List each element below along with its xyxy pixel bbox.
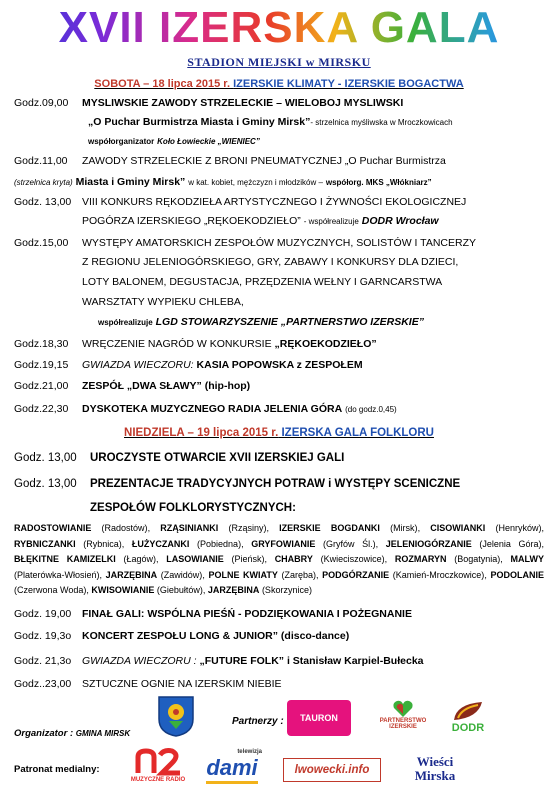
folk-group-name: POLNE KWIATY bbox=[208, 569, 278, 580]
event-time: Godz. 13,00 bbox=[14, 478, 77, 490]
folk-groups-list: RADOSTOWIANIE (Radostów), RZĄSINIANKI (Rząsiny), IZERSKIE BOGDANKI (Mirsk), CISOWIANKI (Henryków), RYBNICZANKI (Rybnica), ŁUŻYCZANKI (Pobiedna), GRYFOWIANIE (Gryfów Śl.), JELENIOGÓRZANIE (Jelenia Góra), BŁĘKITNE KAMIZELKI (Łagów), LASOWIANIE (Pieńsk), CHABRY (Kwieciszowice), ROZMARYN (Bogatynia), MALWY (Platerówka-Włosień), JARZĘBINA (Zawidów), POLNE KWIATY (Zaręba), PODGÓRZANIE (Kamień-Mroczkowice), PODOLANIE (Czerwona Woda), KWISOWIANIE (Giebułtów), JARZĘBINA (Skorzynice) bbox=[14, 523, 544, 595]
event-time: Godz.19,15 bbox=[14, 359, 69, 371]
folk-group-place: (Czerwona Woda) bbox=[14, 585, 87, 595]
folk-group bbox=[208, 585, 312, 595]
folk-group-place: (Giebułtów) bbox=[154, 585, 203, 595]
folk-group-name: RZĄSINIANKI bbox=[160, 523, 219, 533]
muzyczne-radio-logo: MUZYCZNE RADIO bbox=[127, 742, 189, 788]
radio-wave-icon bbox=[134, 747, 182, 777]
folk-group bbox=[322, 570, 484, 580]
folk-group-name: BŁĘKITNE KAMIZELKI bbox=[14, 554, 116, 564]
folk-group-place: (Kwieciszowice) bbox=[312, 554, 385, 564]
folk-group-place: (Bogatynia) bbox=[446, 554, 501, 564]
folk-group bbox=[251, 539, 375, 549]
event-text: ZESPÓŁ „DWA SŁAWY” (hip-hop) bbox=[82, 380, 251, 392]
wiesci-mirska-logo: Wieści Mirska bbox=[414, 754, 456, 783]
folk-group-place: (Pieńsk) bbox=[223, 554, 265, 564]
partners-label: Partnerzy : bbox=[232, 716, 284, 727]
event-time: Godz.11,00 bbox=[14, 155, 68, 167]
folk-group bbox=[386, 539, 542, 549]
event-detail: ZESPOŁÓW FOLKLORYSTYCZNYCH: bbox=[90, 502, 296, 514]
event-text: SZTUCZNE OGNIE NA IZERSKIM NIEBIE bbox=[82, 678, 282, 690]
event-time: Godz. 13,00 bbox=[14, 196, 72, 208]
folk-group bbox=[208, 570, 316, 580]
event-text: WRĘCZENIE NAGRÓD W KONKURSIE „RĘKOEKODZIEŁO” bbox=[82, 338, 377, 350]
folk-group bbox=[166, 554, 264, 564]
event-time: Godz.18,30 bbox=[14, 338, 69, 350]
event-detail: Z REGIONU JELENIOGÓRSKIEGO, GRY, ZABAWY I KONKURSY DLA DZIECI, bbox=[82, 256, 459, 268]
event-detail: LOTY BALONEM, DEGUSTACJA, PRZĘDZENIA WEŁNY I GARNCARSTWA bbox=[82, 276, 443, 288]
event-detail: (strzelnica kryta) Miasta i Gminy Mirsk” w kat. kobiet, mężczyzn i młodzików – współorg. MKS „Włókniarz” bbox=[14, 176, 432, 188]
folk-group-name: CHABRY bbox=[274, 554, 313, 564]
event-text: GWIAZDA WIECZORU: KASIA POPOWSKA z ZESPOŁEM bbox=[82, 359, 363, 371]
folk-group bbox=[279, 523, 417, 533]
folk-group bbox=[106, 570, 203, 580]
folk-group-place: (Zaręba) bbox=[277, 569, 317, 580]
lwowecki-info-logo: lwowecki.info bbox=[283, 758, 381, 782]
day1-theme: IZERSKIE KLIMATY - IZERSKIE BOGACTWA bbox=[233, 78, 464, 90]
event-text: GWIAZDA WIECZORU : „FUTURE FOLK” i Stanisław Karpiel-Bułecka bbox=[82, 655, 424, 667]
partnerstwo-izerskie-logo: PARTNERSTWO IZERSKIE bbox=[375, 695, 431, 735]
event-time: Godz.15,00 bbox=[14, 237, 69, 249]
day1-date: SOBOTA – 18 lipca 2015 r. bbox=[94, 78, 231, 90]
event-detail: WARSZTATY WYPIEKU CHLEBA, bbox=[82, 296, 244, 308]
day2-date: NIEDZIELA – 19 lipca 2015 r. bbox=[124, 427, 279, 439]
folk-group bbox=[91, 585, 203, 595]
folk-group bbox=[14, 554, 156, 564]
folk-group-name: KWISOWIANIE bbox=[91, 585, 155, 595]
event-time: Godz.22,30 bbox=[14, 403, 69, 415]
folk-group-name: ŁUŻYCZANKI bbox=[131, 538, 190, 549]
folk-group-place: (Rybnica) bbox=[75, 538, 122, 549]
event-text: DYSKOTEKA MUZYCZNEGO RADIA JELENIA GÓRA (do godz.0,45) bbox=[82, 403, 397, 415]
folk-group-name: PODOLANIE bbox=[490, 569, 544, 580]
event-detail: „O Puchar Burmistrza Miasta i Gminy Mirsk”- strzelnica myśliwska w Mroczkowicach bbox=[88, 116, 453, 128]
folk-group-name: RADOSTOWIANIE bbox=[14, 523, 92, 533]
event-text: PREZENTACJE TRADYCYJNYCH POTRAW i WYSTĘPY SCENICZNE bbox=[90, 478, 461, 490]
folk-group bbox=[160, 523, 266, 533]
folk-group-place: (Kamień-Mroczkowice) bbox=[389, 569, 485, 580]
folk-group-place: (Henryków) bbox=[485, 523, 542, 533]
folk-group-name: RYBNICZANKI bbox=[14, 538, 76, 549]
event-text: ZAWODY STRZELECKIE Z BRONI PNEUMATYCZNEJ „O Puchar Burmistrza bbox=[82, 155, 446, 167]
event-detail: współrealizuje LGD STOWARZYSZENIE „PARTNERSTWO IZERSKIE” bbox=[98, 316, 424, 328]
folk-group-place: (Skorzynice) bbox=[259, 585, 312, 595]
folk-group bbox=[430, 523, 541, 533]
folk-group-place: (Gryfów Śl.) bbox=[315, 538, 376, 549]
folk-group-place: (Łagów) bbox=[115, 554, 156, 564]
folk-group-name: ROZMARYN bbox=[394, 554, 447, 564]
event-text: VIII KONKURS RĘKODZIEŁA ARTYSTYCZNEGO I ŻYWNOŚCI EKOLOGICZNEJ bbox=[82, 196, 467, 208]
event-time: Godz. 13,00 bbox=[14, 452, 77, 464]
folk-group-place: (Rząsiny) bbox=[218, 523, 267, 533]
folk-group-place: (Platerówka-Włosień) bbox=[14, 569, 100, 580]
mirsk-coat-of-arms bbox=[157, 695, 195, 737]
leaf-icon bbox=[452, 700, 484, 722]
event-text: UROCZYSTE OTWARCIE XVII IZERSKIEJ GALI bbox=[90, 452, 345, 464]
folk-group-name: JELENIOGÓRZANIE bbox=[385, 538, 472, 549]
event-detail: współorganizator Koło Łowieckie „WIENIEC” bbox=[88, 137, 260, 146]
venue-subtitle: STADION MIEJSKI w MIRSKU bbox=[187, 55, 371, 69]
day2-heading bbox=[0, 427, 558, 439]
folk-group-place: (Mirsk) bbox=[379, 523, 418, 533]
event-time: Godz. 19,3o bbox=[14, 630, 72, 642]
poster-title: XVII IZERSKA GALA bbox=[0, 6, 558, 50]
event-time: Godz. 19,00 bbox=[14, 608, 72, 620]
folk-group-name: JARZĘBINA bbox=[105, 569, 158, 580]
folk-group bbox=[275, 554, 385, 564]
event-time: Godz.09,00 bbox=[14, 97, 69, 109]
folk-group-name: IZERSKIE BOGDANKI bbox=[279, 523, 380, 533]
dodr-logo: DODR bbox=[446, 692, 490, 734]
folk-group-name: PODGÓRZANIE bbox=[322, 569, 390, 580]
folk-group bbox=[14, 539, 122, 549]
telewizja-dami-logo: telewizja dami bbox=[202, 744, 262, 788]
event-text: KONCERT ZESPOŁU LONG & JUNIOR” (disco-dance) bbox=[82, 630, 350, 642]
folk-group-name: MALWY bbox=[510, 554, 544, 564]
organizer-label: Organizator : GMINA MIRSK bbox=[14, 728, 131, 739]
folk-group bbox=[395, 554, 500, 564]
media-label: Patronat medialny: bbox=[14, 764, 100, 775]
folk-group-place: (Zawidów) bbox=[157, 569, 203, 580]
folk-group bbox=[132, 539, 241, 549]
folk-group-name: GRYFOWIANIE bbox=[251, 538, 316, 549]
event-text: FINAŁ GALI: WSPÓLNA PIEŚŃ - PODZIĘKOWANIA I POŻEGNANIE bbox=[82, 608, 412, 620]
day1-heading bbox=[0, 78, 558, 90]
tauron-logo: TAURON bbox=[287, 700, 351, 736]
day2-theme: IZERSKA GALA FOLKLORU bbox=[281, 427, 434, 439]
event-time: Godz. 21,3o bbox=[14, 655, 72, 667]
event-text: WYSTĘPY AMATORSKICH ZESPOŁÓW MUZYCZNYCH, SOLISTÓW I TANCERZY bbox=[82, 237, 476, 249]
event-time: Godz..23,00 bbox=[14, 678, 72, 690]
folk-group-name: CISOWIANKI bbox=[430, 523, 486, 533]
folk-group bbox=[14, 523, 148, 533]
event-time: Godz.21,00 bbox=[14, 380, 69, 392]
folk-group-name: LASOWIANIE bbox=[166, 554, 224, 564]
folk-group-place: (Radostów) bbox=[91, 523, 148, 533]
heart-icon bbox=[392, 700, 414, 718]
folk-group-name: JARZĘBINA bbox=[207, 585, 260, 595]
event-detail: POGÓRZA IZERSKIEGO „RĘKOEKODZIEŁO” - współrealizuje DODR Wrocław bbox=[82, 215, 439, 227]
event-text: MYSLIWSKIE ZAWODY STRZELECKIE – WIELOBOJ MYSLIWSKI bbox=[82, 97, 404, 109]
folk-group-place: (Jelenia Góra) bbox=[471, 538, 542, 549]
folk-group-place: (Pobiedna) bbox=[189, 538, 242, 549]
